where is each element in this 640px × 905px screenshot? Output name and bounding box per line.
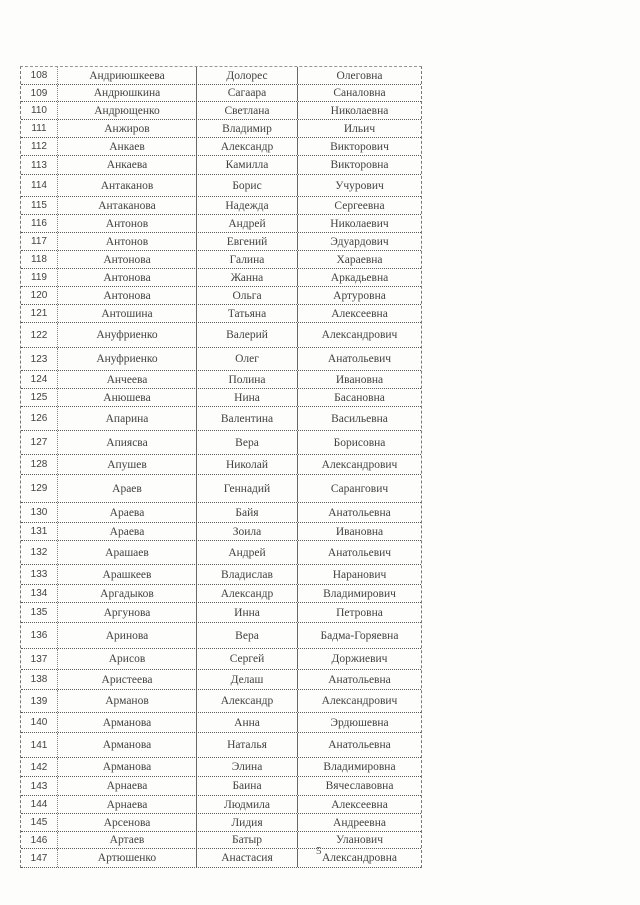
table-row — [21, 455, 421, 475]
last-name-cell: Антонов — [58, 215, 197, 232]
table-row — [21, 649, 421, 670]
first-name-cell: Ольга — [197, 287, 298, 304]
last-name-cell: Араева — [58, 523, 197, 540]
patronymic-cell: Анатольевич — [327, 353, 392, 365]
patronymic-cell: Артуровна — [333, 289, 386, 302]
table-row — [21, 832, 421, 849]
row-number: 131 — [21, 523, 58, 540]
patronymic-cell: Николаевна — [330, 104, 389, 117]
row-number: 139 — [21, 690, 58, 712]
last-name-cell: Андриюшкеева — [58, 67, 197, 84]
patronymic-cell: Владимирович — [323, 587, 396, 600]
first-name-cell: Александр — [197, 138, 298, 155]
row-number: 108 — [21, 67, 58, 84]
last-name-cell: Антошина — [58, 305, 197, 322]
names-table — [20, 66, 422, 868]
first-name-cell: Наталья — [197, 733, 298, 757]
patronymic-cell: Анатольевна — [328, 739, 391, 751]
first-name-cell: Жанна — [197, 269, 298, 286]
first-name-cell: Делаш — [197, 670, 298, 689]
patronymic-cell: Викторович — [330, 140, 389, 153]
patronymic-cell: Эдуардович — [330, 235, 389, 248]
row-number: 126 — [21, 407, 58, 430]
patronymic-cell: Ильич — [343, 122, 376, 135]
patronymic-cell: Борисовна — [333, 436, 386, 449]
last-name-cell: Анкаев — [58, 138, 197, 155]
patronymic-cell: Басановна — [334, 391, 385, 404]
last-name-cell: Апушев — [58, 455, 197, 474]
first-name-cell: Галина — [197, 251, 298, 268]
table-row — [21, 849, 421, 868]
patronymic-cell: Эрдюшевна — [330, 716, 389, 729]
row-number: 138 — [21, 670, 58, 689]
patronymic-cell: Анатольевна — [328, 506, 391, 519]
row-number: 146 — [21, 832, 58, 848]
row-number: 129 — [21, 475, 58, 502]
row-number: 120 — [21, 287, 58, 304]
patronymic-cell: Наранович — [332, 568, 387, 581]
row-number: 112 — [21, 138, 58, 155]
table-row — [21, 407, 421, 431]
patronymic-cell: Александрович — [321, 695, 398, 707]
first-name-cell: Байя — [197, 503, 298, 522]
patronymic-cell: Хараевна — [336, 253, 383, 266]
patronymic-cell: Андреевна — [333, 816, 386, 829]
table-row — [21, 796, 421, 814]
first-name-cell: Надежда — [197, 197, 298, 214]
last-name-cell: Антонова — [58, 287, 197, 304]
last-name-cell: Ануфриенко — [58, 323, 197, 347]
first-name-cell: Александр — [197, 690, 298, 712]
first-name-cell: Евгений — [197, 233, 298, 250]
table-row — [21, 269, 421, 287]
last-name-cell: Андрюшкина — [58, 85, 197, 101]
last-name-cell: Апарина — [58, 407, 197, 430]
table-row — [21, 156, 421, 175]
last-name-cell: Аристеева — [58, 670, 197, 689]
table-row — [21, 287, 421, 305]
patronymic-cell: Вячеславовна — [325, 780, 394, 792]
first-name-cell: Николай — [197, 455, 298, 474]
first-name-cell: Инна — [197, 603, 298, 622]
patronymic-cell: Саналовна — [333, 87, 386, 99]
first-name-cell: Андрей — [197, 215, 298, 232]
row-number: 137 — [21, 649, 58, 669]
table-row — [21, 523, 421, 541]
first-name-cell: Зоила — [197, 523, 298, 540]
first-name-cell: Олег — [197, 348, 298, 370]
first-name-cell: Светлана — [197, 102, 298, 119]
first-name-cell: Анна — [197, 713, 298, 732]
first-name-cell: Анастасия — [197, 849, 298, 867]
row-number: 128 — [21, 455, 58, 474]
last-name-cell: Апиясва — [58, 431, 197, 454]
row-number: 111 — [21, 120, 58, 137]
row-number: 125 — [21, 389, 58, 406]
row-number: 109 — [21, 85, 58, 101]
table-row — [21, 565, 421, 585]
patronymic-cell: Ивановна — [335, 525, 384, 538]
table-row — [21, 713, 421, 733]
patronymic-cell: Олеговна — [336, 69, 383, 82]
patronymic-cell: Аркадьевна — [330, 271, 389, 284]
last-name-cell: Ануфриенко — [58, 348, 197, 370]
table-row — [21, 215, 421, 233]
table-row — [21, 348, 421, 371]
row-number: 147 — [21, 849, 58, 867]
row-number: 130 — [21, 503, 58, 522]
first-name-cell: Камилла — [197, 156, 298, 174]
patronymic-cell: Сарангович — [330, 482, 389, 495]
last-name-cell: Аргадыков — [58, 585, 197, 602]
patronymic-cell: Доржиевич — [331, 653, 388, 665]
table-row — [21, 777, 421, 796]
last-name-cell: Антонов — [58, 233, 197, 250]
last-name-cell: Анчеева — [58, 371, 197, 388]
last-name-cell: Антаканов — [58, 175, 197, 196]
row-number: 113 — [21, 156, 58, 174]
table-row — [21, 670, 421, 690]
first-name-cell: Сагаара — [197, 85, 298, 101]
row-number: 144 — [21, 796, 58, 813]
first-name-cell: Полина — [197, 371, 298, 388]
patronymic-cell: Владимировна — [323, 761, 396, 773]
last-name-cell: Арашкеев — [58, 565, 197, 584]
last-name-cell: Анкаева — [58, 156, 197, 174]
patronymic-cell: Бадма-Горяевна — [320, 629, 399, 642]
first-name-cell: Людмила — [197, 796, 298, 813]
first-name-cell: Владислав — [197, 565, 298, 584]
table-row — [21, 585, 421, 603]
patronymic-cell: Анатольевич — [327, 546, 392, 559]
first-name-cell: Вера — [197, 623, 298, 648]
last-name-cell: Антаканова — [58, 197, 197, 214]
row-number: 122 — [21, 323, 58, 347]
row-number: 143 — [21, 777, 58, 795]
table-row — [21, 102, 421, 120]
last-name-cell: Арманова — [58, 713, 197, 732]
last-name-cell: Арманов — [58, 690, 197, 712]
row-number: 116 — [21, 215, 58, 232]
row-number: 141 — [21, 733, 58, 757]
patronymic-cell: Ивановна — [335, 373, 384, 386]
table-row — [21, 475, 421, 503]
first-name-cell: Сергей — [197, 649, 298, 669]
patronymic-cell: Петровна — [336, 606, 383, 619]
row-number: 123 — [21, 348, 58, 370]
first-name-cell: Баина — [197, 777, 298, 795]
last-name-cell: Аринова — [58, 623, 197, 648]
first-name-cell: Долорес — [197, 67, 298, 84]
table-row — [21, 67, 421, 85]
row-number: 119 — [21, 269, 58, 286]
last-name-cell: Артюшенко — [58, 849, 197, 867]
table-row — [21, 733, 421, 758]
last-name-cell: Арнаева — [58, 796, 197, 813]
table-row — [21, 541, 421, 565]
table-row — [21, 431, 421, 455]
table-row — [21, 175, 421, 197]
row-number: 121 — [21, 305, 58, 322]
last-name-cell: Антонова — [58, 269, 197, 286]
row-number: 110 — [21, 102, 58, 119]
patronymic-cell: Алексеевна — [331, 798, 388, 811]
table-row — [21, 503, 421, 523]
first-name-cell: Татьяна — [197, 305, 298, 322]
last-name-cell: Арисов — [58, 649, 197, 669]
patronymic-cell: Учурович — [335, 179, 384, 192]
patronymic-cell: Уланович — [336, 834, 383, 846]
page-number: 5 — [316, 845, 322, 857]
first-name-cell: Элина — [197, 758, 298, 776]
patronymic-cell: Васильевна — [331, 412, 388, 425]
table-row — [21, 197, 421, 215]
table-row — [21, 690, 421, 713]
patronymic-cell: Викторовна — [330, 159, 389, 171]
table-row — [21, 814, 421, 832]
first-name-cell: Валентина — [197, 407, 298, 430]
table-row — [21, 371, 421, 389]
patronymic-cell: Анатольевна — [328, 673, 391, 686]
table-row — [21, 251, 421, 269]
patronymic-cell: Николаевич — [330, 217, 389, 230]
table-row — [21, 323, 421, 348]
table-row — [21, 305, 421, 323]
last-name-cell: Арашаев — [58, 541, 197, 564]
row-number: 115 — [21, 197, 58, 214]
patronymic-cell: Александрович — [321, 329, 398, 341]
last-name-cell: Арманова — [58, 758, 197, 776]
patronymic-cell: Алексеевна — [331, 307, 388, 320]
row-number: 145 — [21, 814, 58, 831]
row-number: 140 — [21, 713, 58, 732]
last-name-cell: Арнаева — [58, 777, 197, 795]
row-number: 142 — [21, 758, 58, 776]
row-number: 132 — [21, 541, 58, 564]
table-row — [21, 85, 421, 102]
patronymic-cell: Александрович — [321, 458, 398, 471]
table-row — [21, 758, 421, 777]
last-name-cell: Арсенова — [58, 814, 197, 831]
first-name-cell: Лидия — [197, 814, 298, 831]
row-number: 133 — [21, 565, 58, 584]
patronymic-cell: Сергеевна — [334, 199, 385, 212]
table-row — [21, 389, 421, 407]
row-number: 114 — [21, 175, 58, 196]
last-name-cell: Анжиров — [58, 120, 197, 137]
row-number: 127 — [21, 431, 58, 454]
first-name-cell: Александр — [197, 585, 298, 602]
row-number: 118 — [21, 251, 58, 268]
last-name-cell: Аргунова — [58, 603, 197, 622]
first-name-cell: Батыр — [197, 832, 298, 848]
row-number: 135 — [21, 603, 58, 622]
row-number: 117 — [21, 233, 58, 250]
first-name-cell: Борис — [197, 175, 298, 196]
first-name-cell: Нина — [197, 389, 298, 406]
first-name-cell: Владимир — [197, 120, 298, 137]
row-number: 124 — [21, 371, 58, 388]
row-number: 136 — [21, 623, 58, 648]
table-row — [21, 233, 421, 251]
table-row — [21, 623, 421, 649]
last-name-cell: Анюшева — [58, 389, 197, 406]
row-number: 134 — [21, 585, 58, 602]
table-row — [21, 603, 421, 623]
last-name-cell: Андрющенко — [58, 102, 197, 119]
patronymic-cell: Александровна — [322, 852, 397, 864]
first-name-cell: Андрей — [197, 541, 298, 564]
last-name-cell: Антонова — [58, 251, 197, 268]
last-name-cell: Араев — [58, 475, 197, 502]
last-name-cell: Араева — [58, 503, 197, 522]
table-row — [21, 120, 421, 138]
first-name-cell: Вера — [197, 431, 298, 454]
first-name-cell: Геннадий — [197, 475, 298, 502]
table-row — [21, 138, 421, 156]
last-name-cell: Артаев — [58, 832, 197, 848]
last-name-cell: Арманова — [58, 733, 197, 757]
first-name-cell: Валерий — [197, 323, 298, 347]
